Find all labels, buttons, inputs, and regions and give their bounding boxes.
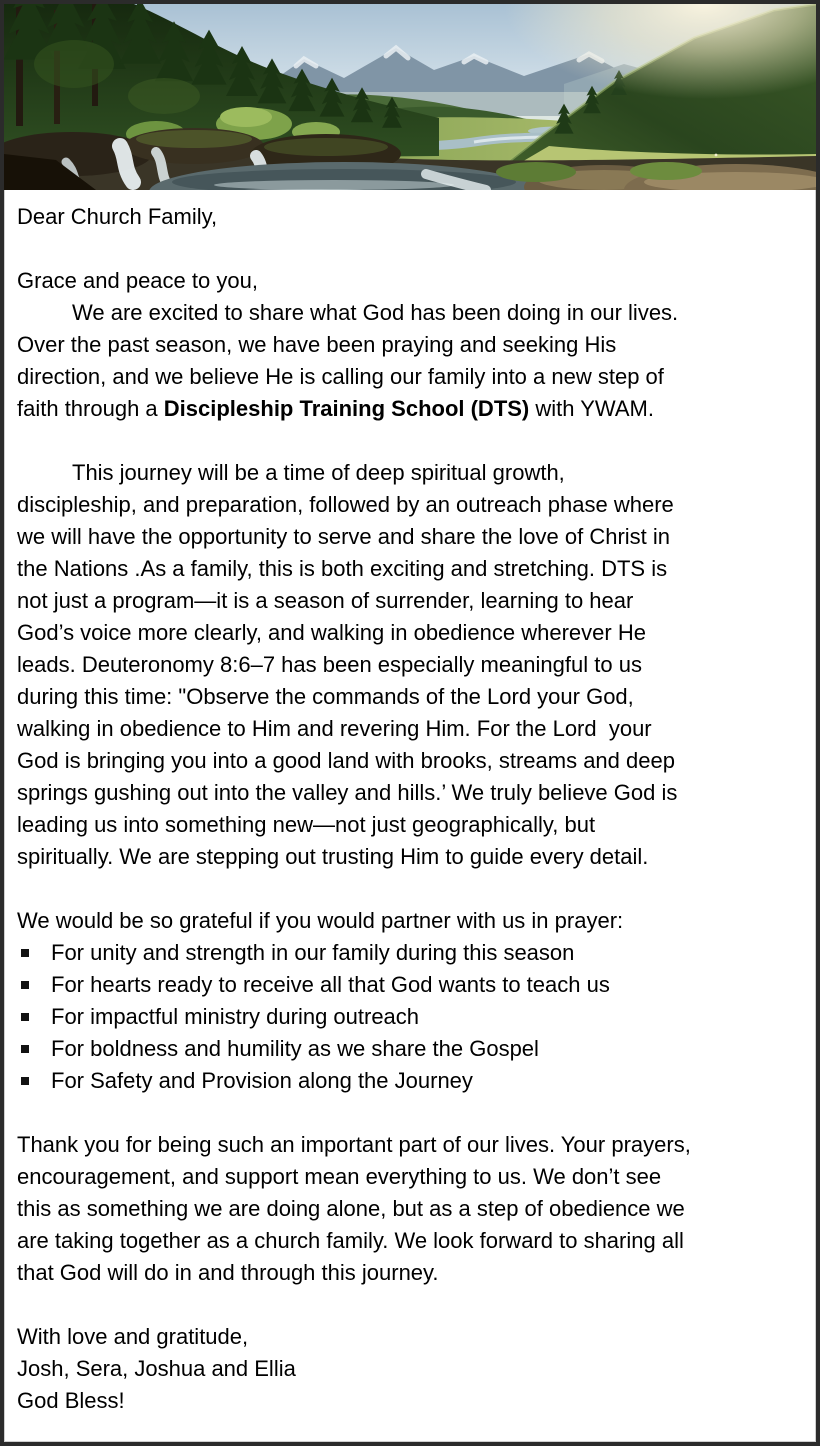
text-segment: walking in obedience to Him and revering Him. For the Lord your	[17, 716, 652, 741]
text-segment: springs gushing out into the valley and hills.’ We truly believe God is	[17, 780, 678, 805]
text-segment: This journey will be a time of deep spiritual growth,	[72, 460, 565, 485]
text-segment: Dear Church Family,	[17, 204, 218, 229]
letter-line	[17, 681, 792, 713]
text-segment: Josh, Sera, Joshua and Ellia	[17, 1356, 296, 1381]
letter-line	[17, 265, 792, 297]
letter-line	[17, 1193, 792, 1225]
text-segment: are taking together as a church family. We look forward to sharing all	[17, 1228, 684, 1253]
bullet-square-icon	[21, 981, 29, 989]
blank-line	[17, 1097, 792, 1129]
bullet-square-icon	[21, 1013, 29, 1021]
text-segment: For Safety and Provision along the Journey	[51, 1068, 473, 1093]
blank-line	[17, 233, 792, 265]
text-segment: we will have the opportunity to serve and share the love of Christ in	[17, 524, 671, 549]
letter-line	[17, 457, 792, 489]
text-segment: Thank you for being such an important part of our lives. Your prayers,	[17, 1132, 691, 1157]
bullet-item	[17, 1065, 792, 1097]
letter-line	[17, 1129, 792, 1161]
bold-text-segment: Discipleship Training School (DTS)	[163, 396, 530, 421]
text-segment: encouragement, and support mean everything to us. We don’t see	[17, 1164, 662, 1189]
letter-line	[17, 521, 792, 553]
text-segment: with YWAM.	[529, 396, 654, 421]
letter-line	[17, 745, 792, 777]
letter-line	[17, 585, 792, 617]
blank-line	[17, 425, 792, 457]
letter-line	[17, 777, 792, 809]
text-segment: We are excited to share what God has been doing in our lives.	[72, 300, 679, 325]
bullet-square-icon	[21, 1045, 29, 1053]
text-segment: Grace and peace to you,	[17, 268, 258, 293]
letter-line	[17, 1161, 792, 1193]
text-segment: God’s voice more clearly, and walking in obedience wherever He	[17, 620, 646, 645]
letter-line	[17, 617, 792, 649]
text-segment: For unity and strength in our family during this season	[51, 940, 575, 965]
letter-line	[17, 1321, 792, 1353]
letter-line	[17, 809, 792, 841]
text-segment: spiritually. We are stepping out trusting Him to guide every detail.	[17, 844, 649, 869]
text-segment: not just a program—it is a season of surrender, learning to hear	[17, 588, 634, 613]
hero-landscape-photo	[4, 4, 816, 190]
text-segment: Over the past season, we have been praying and seeking His	[17, 332, 617, 357]
letter-line	[17, 713, 792, 745]
text-segment: leading us into something new—not just geographically, but	[17, 812, 596, 837]
letter-line	[17, 393, 792, 425]
letter-line	[17, 329, 792, 361]
letter-line	[17, 1353, 792, 1385]
text-segment: during this time: "Observe the commands of the Lord your God,	[17, 684, 634, 709]
letter-line	[17, 361, 792, 393]
text-segment: faith through a	[17, 396, 164, 421]
text-segment: God Bless!	[17, 1388, 125, 1413]
text-segment: that God will do in and through this journey.	[17, 1260, 439, 1285]
text-segment: For impactful ministry during outreach	[51, 1004, 420, 1029]
letter-line	[17, 297, 792, 329]
bullet-item	[17, 1033, 792, 1065]
text-segment: God is bringing you into a good land with brooks, streams and deep	[17, 748, 675, 773]
bullet-item	[17, 1001, 792, 1033]
text-segment: discipleship, and preparation, followed by an outreach phase where	[17, 492, 674, 517]
text-segment: this as something we are doing alone, but as a step of obedience we	[17, 1196, 685, 1221]
letter-line	[17, 489, 792, 521]
text-segment: With love and gratitude,	[17, 1324, 249, 1349]
letter-line	[17, 905, 792, 937]
bullet-square-icon	[21, 949, 29, 957]
letter-line	[17, 553, 792, 585]
letter-body	[4, 190, 816, 1417]
bullet-square-icon	[21, 1077, 29, 1085]
blank-line	[17, 873, 792, 905]
bullet-item	[17, 969, 792, 1001]
letter-line	[17, 201, 792, 233]
bullet-item	[17, 937, 792, 969]
text-segment: the Nations .As a family, this is both exciting and stretching. DTS is	[17, 556, 668, 581]
text-segment: leads. Deuteronomy 8:6–7 has been especially meaningful to us	[17, 652, 642, 677]
letter-line	[17, 841, 792, 873]
text-segment: We would be so grateful if you would partner with us in prayer:	[17, 908, 624, 933]
letter-line	[17, 1225, 792, 1257]
letter-line	[17, 649, 792, 681]
letter-line	[17, 1257, 792, 1289]
letter-line	[17, 1385, 792, 1417]
text-segment: For hearts ready to receive all that God wants to teach us	[51, 972, 610, 997]
blank-line	[17, 1289, 792, 1321]
text-segment: For boldness and humility as we share the Gospel	[51, 1036, 539, 1061]
text-segment: direction, and we believe He is calling our family into a new step of	[17, 364, 664, 389]
